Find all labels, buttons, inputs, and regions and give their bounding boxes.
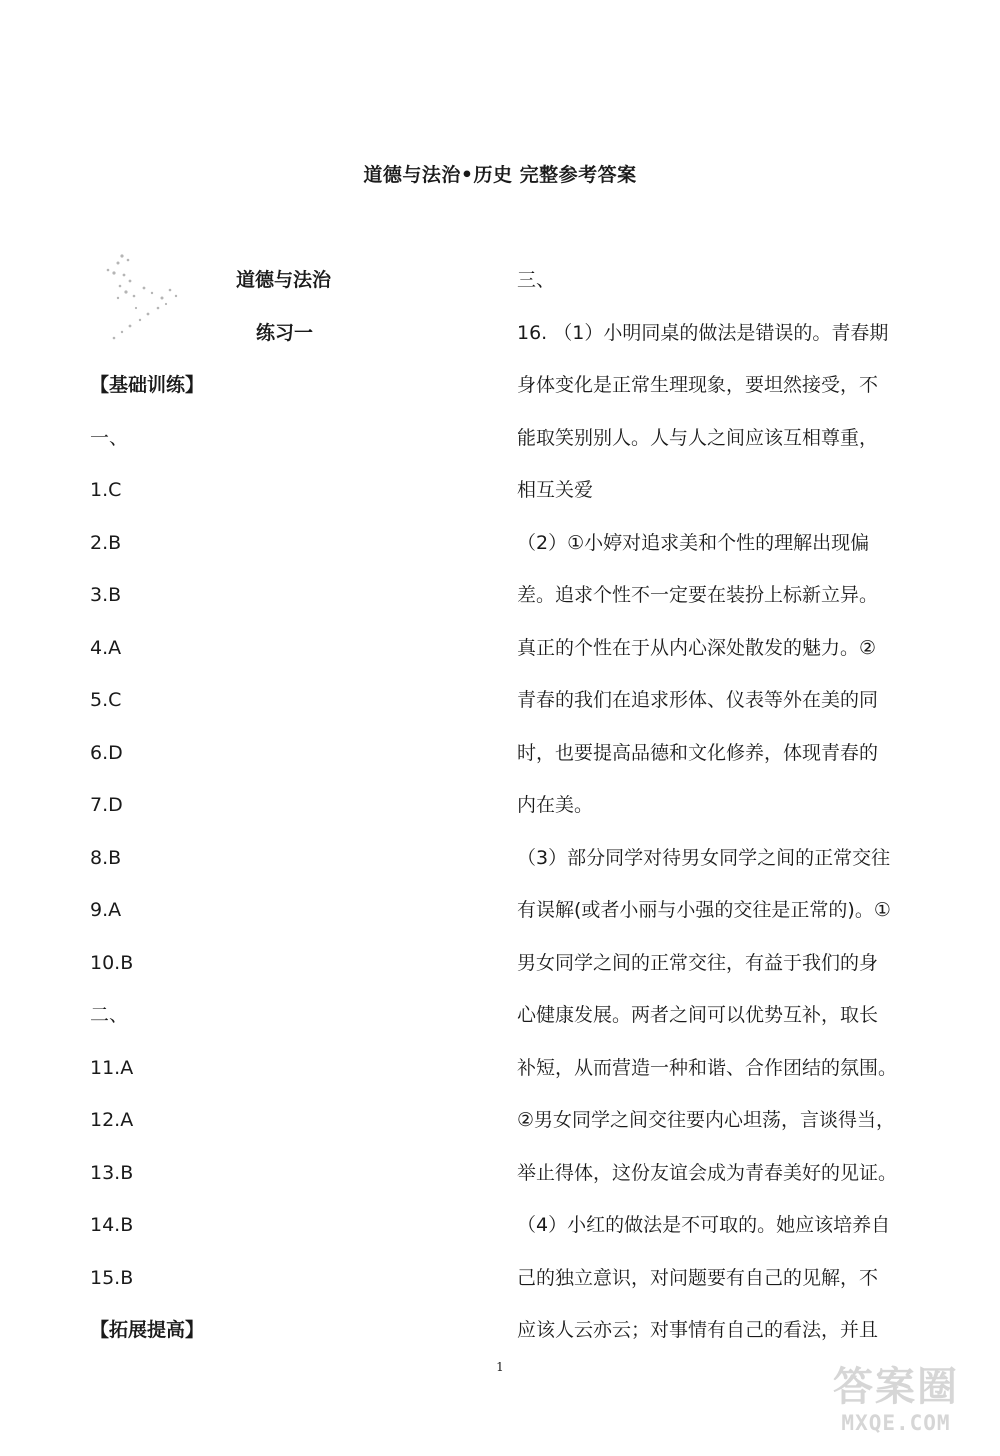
answer-text-line: 相互关爱	[517, 479, 594, 501]
answer-item: 4.A	[90, 636, 122, 659]
answer-item: 2.B	[90, 531, 122, 554]
site-watermark	[806, 1364, 986, 1448]
document-title: 道德与法治•历史 完整参考答案	[363, 164, 637, 186]
answer-text-line: 补短，从而营造一种和谐、合作团结的氛围。	[517, 1056, 898, 1079]
answer-item: 7.D	[90, 794, 123, 816]
watermark-logo-text: 答案圈	[833, 1364, 959, 1410]
answer-text-line: 16. （1）小明同桌的做法是错误的。青春期	[517, 321, 889, 344]
answer-text-line: 心健康发展。两者之间可以优势互补，取长	[517, 1004, 879, 1026]
answer-item: 13.B	[90, 1161, 134, 1184]
answer-text-line: 青春的我们在追求形体、仪表等外在美的同	[517, 689, 879, 711]
section-one-label: 一、	[90, 426, 129, 449]
section-two-label: 二、	[90, 1004, 129, 1026]
answer-text-line: 有误解(或者小丽与小强的交往是正常的)。①	[517, 899, 891, 921]
answer-item: 6.D	[90, 741, 123, 764]
answer-item: 15.B	[90, 1266, 134, 1289]
answer-text-line: （4）小红的做法是不可取的。她应该培养自	[517, 1214, 891, 1236]
answer-item: 10.B	[90, 951, 134, 974]
answer-text-line: 真正的个性在于从内心深处散发的魅力。②	[517, 636, 877, 659]
answer-item: 3.B	[90, 584, 122, 606]
section-three-label: 三、	[517, 269, 556, 291]
watermark-domain-text: MXQE.COM	[841, 1411, 951, 1435]
extension-heading: 【拓展提高】	[90, 1319, 205, 1341]
answer-item: 11.A	[90, 1056, 134, 1079]
subject-heading: 道德与法治	[236, 269, 332, 291]
answer-item: 9.A	[90, 899, 122, 921]
answer-item: 14.B	[90, 1214, 134, 1236]
answer-item: 1.C	[90, 479, 122, 501]
answer-text-line: 应该人云亦云；对事情有自己的看法，并且	[517, 1319, 879, 1341]
page-number: 1	[496, 1360, 504, 1374]
answer-text-line: 差。追求个性不一定要在装扮上标新立异。	[517, 584, 879, 606]
answer-text-line: 男女同学之间的正常交往，有益于我们的身	[517, 951, 879, 974]
answer-text-line: （2）①小婷对追求美和个性的理解出现偏	[517, 531, 870, 554]
answer-text-line: ②男女同学之间交往要内心坦荡，言谈得当，	[517, 1109, 896, 1131]
answer-text-line: 内在美。	[517, 794, 594, 816]
answer-text-line: 举止得体，这份友谊会成为青春美好的见证。	[517, 1161, 898, 1184]
answer-item: 8.B	[90, 846, 122, 869]
answer-text-line: 能取笑别别人。人与人之间应该互相尊重，	[517, 426, 879, 449]
answer-text-line: （3）部分同学对待男女同学之间的正常交往	[517, 846, 891, 869]
right-column	[517, 262, 917, 1365]
left-column	[90, 262, 420, 1365]
answer-text-line: 时，也要提高品德和文化修养，体现青春的	[517, 741, 879, 764]
answer-item: 5.C	[90, 689, 122, 711]
exercise-heading: 练习一	[256, 321, 314, 344]
answer-text-line: 身体变化是正常生理现象，要坦然接受，不	[517, 374, 879, 396]
answer-text-line: 己的独立意识，对问题要有自己的见解，不	[517, 1266, 879, 1289]
answer-item: 12.A	[90, 1109, 134, 1131]
basic-training-heading: 【基础训练】	[90, 374, 205, 396]
